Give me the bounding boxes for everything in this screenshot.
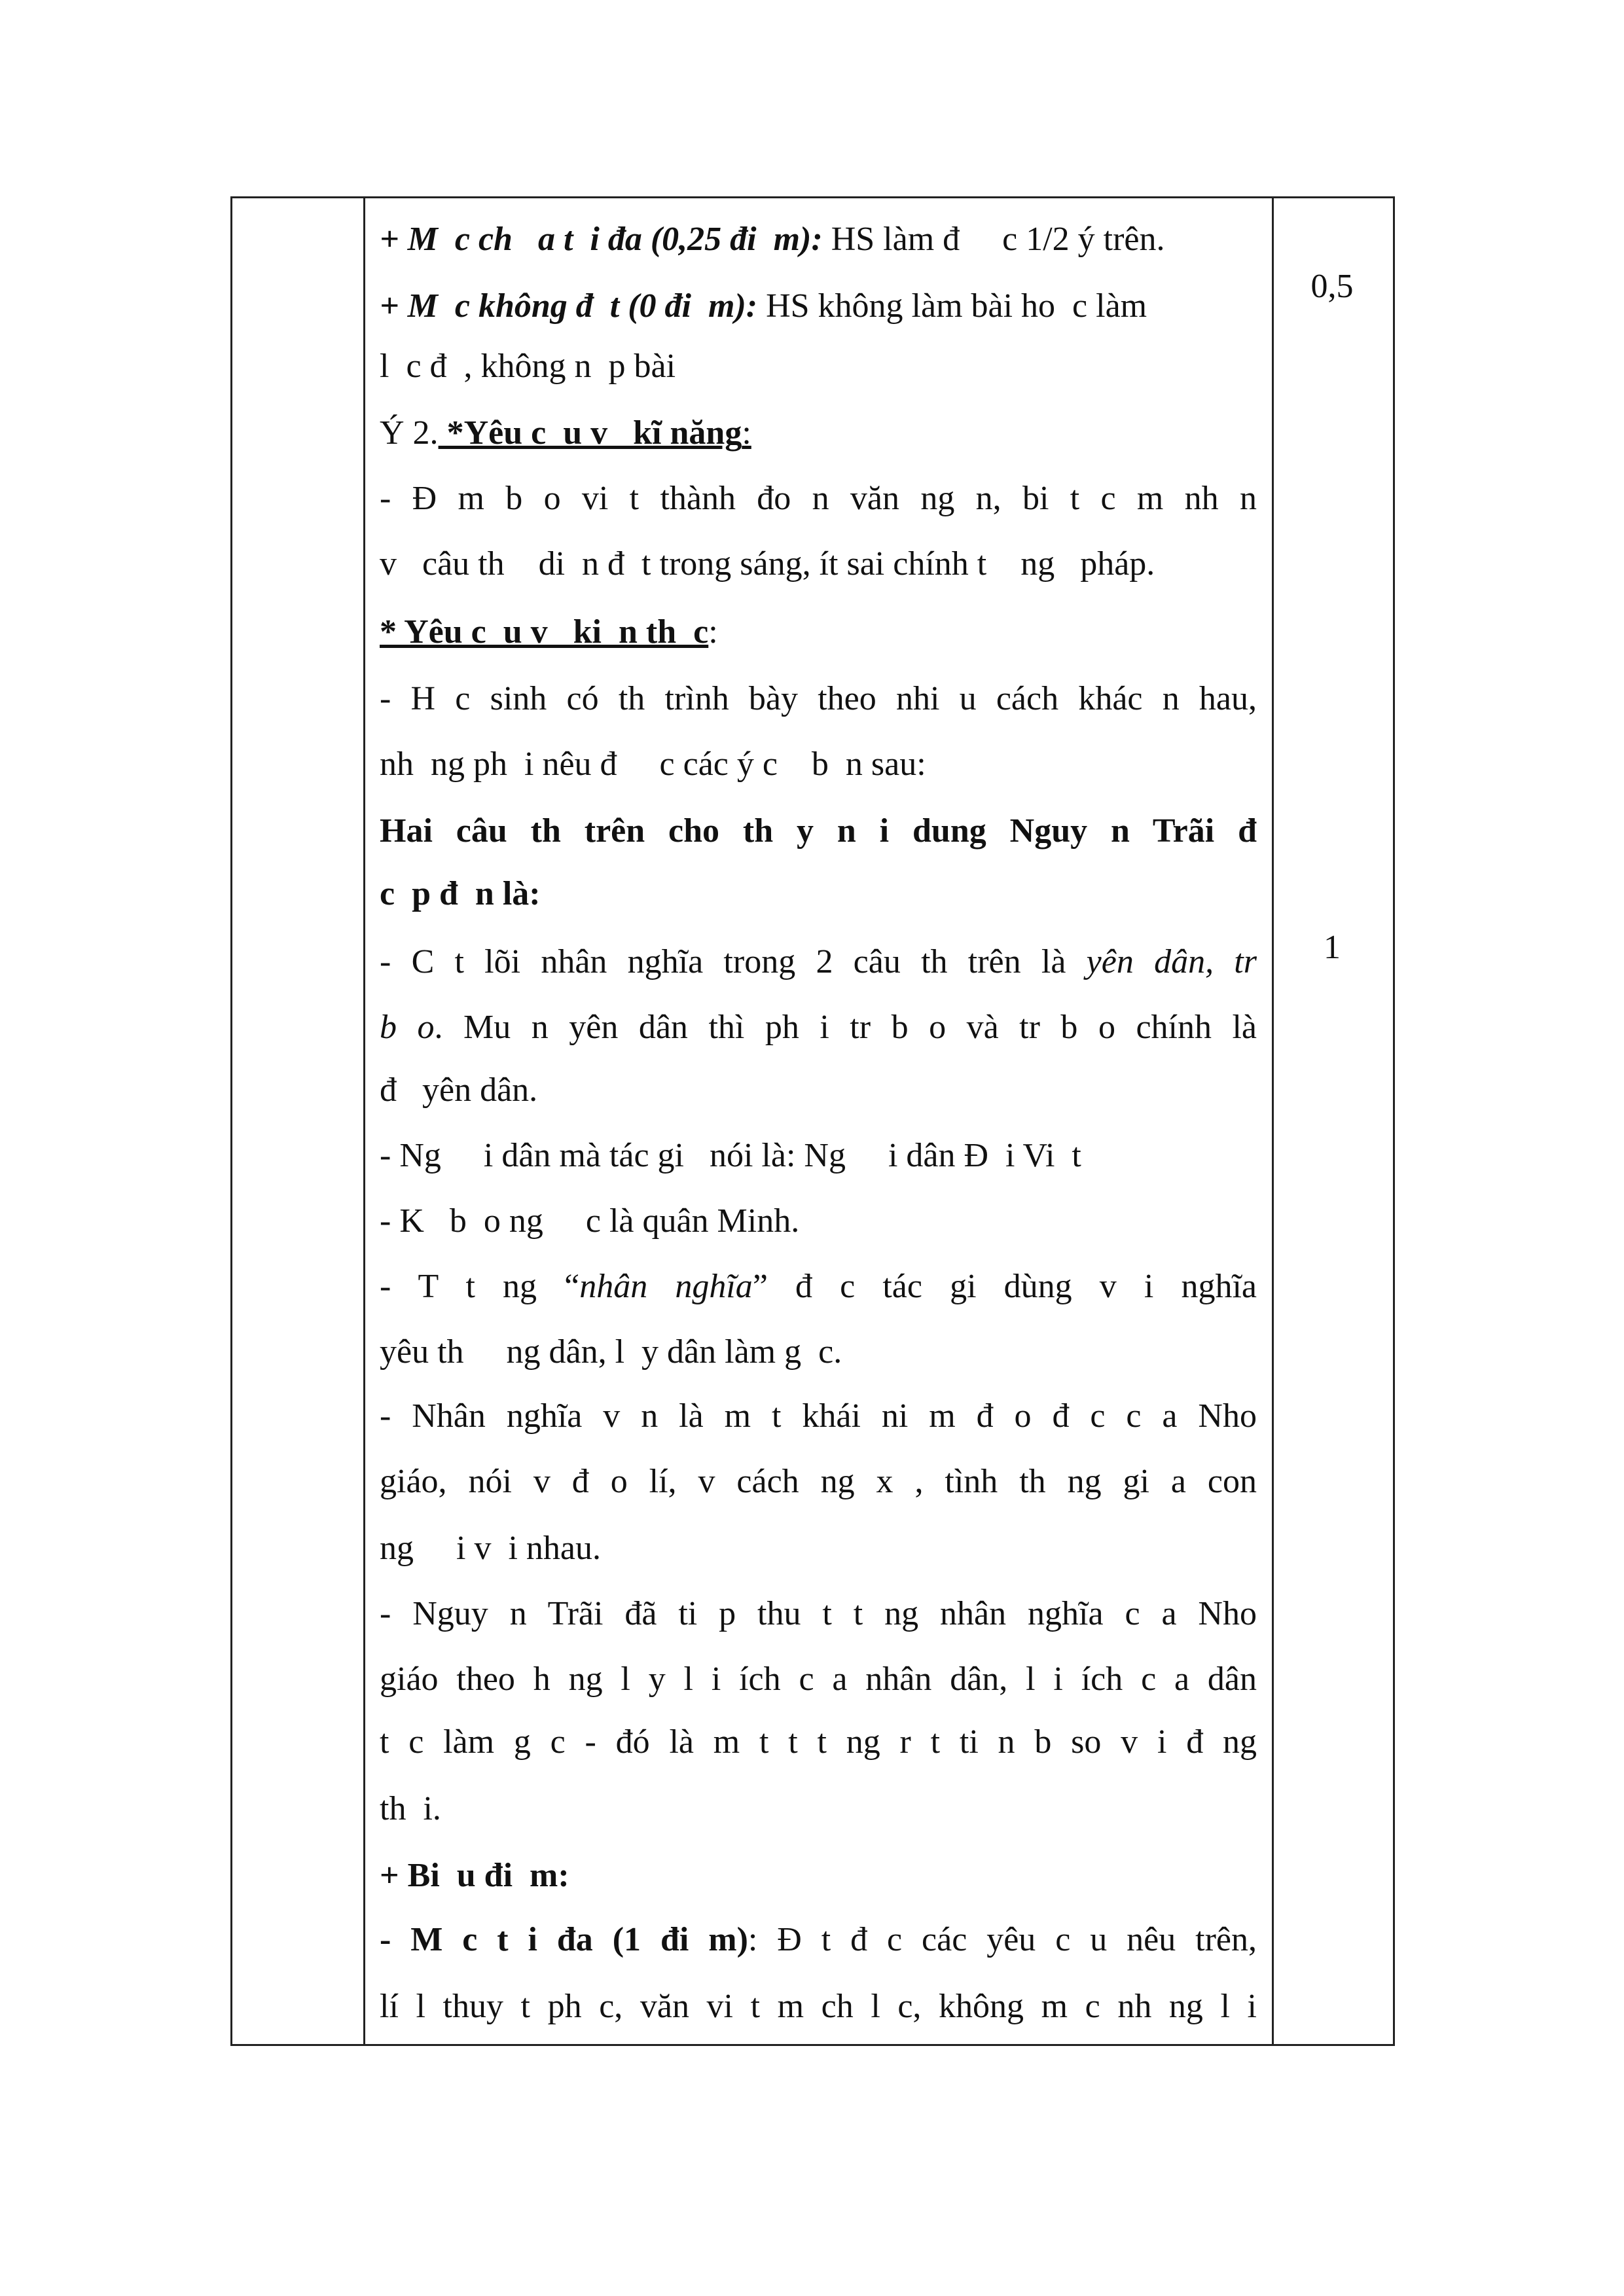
- text-run: đ yên dân.: [380, 1071, 538, 1109]
- text-run: + M c ch a t i đa (0,25 đi m):: [380, 221, 831, 258]
- text-run: Hai câu th trên cho th y n i dung Nguy n Trãi đ: [380, 812, 1257, 850]
- text-run: l c đ , không n p bài: [380, 348, 676, 385]
- text-run: nh ng ph i nêu đ c các ý c b n sau:: [380, 745, 926, 783]
- text-line: [380, 1594, 1257, 1634]
- column-divider-1: [363, 198, 365, 2044]
- text-run: HS không làm bài ho c làm: [766, 287, 1147, 325]
- text-line: [380, 1856, 1257, 1895]
- column-divider-2: [1272, 198, 1274, 2044]
- text-run: b o: [380, 1009, 435, 1046]
- text-run: :: [708, 613, 718, 651]
- text-line: [380, 1987, 1257, 2026]
- text-run: yên dân, tr: [1086, 943, 1257, 980]
- text-line: [380, 414, 1257, 453]
- text-run: lí l thuy t ph c, văn vi t m ch l c, không m c nh ng l i: [380, 1988, 1257, 2025]
- text-line: [380, 1462, 1257, 1501]
- text-line: [380, 679, 1257, 719]
- text-line: [380, 812, 1257, 851]
- score-cell-2: 1: [1324, 929, 1341, 966]
- text-line: [380, 545, 1257, 584]
- text-run: *Yêu c u v kĩ năng: [438, 414, 742, 452]
- text-line: [380, 1723, 1257, 1762]
- text-run: :: [742, 414, 751, 452]
- text-run: - H c sinh có th trình bày theo nhi u cách khác n hau,: [380, 680, 1257, 717]
- text-line: [380, 1397, 1257, 1436]
- text-run: - T t ng “: [380, 1268, 580, 1305]
- score-cell-1: 0,5: [1310, 268, 1354, 305]
- text-run: v câu th di n đ t trong sáng, ít sai chính t ng pháp.: [380, 545, 1155, 583]
- text-run: c p đ n là:: [380, 875, 541, 912]
- text-line: [380, 1660, 1257, 1699]
- text-line: [380, 1136, 1257, 1175]
- text-run: yêu th ng dân, l y dân làm g c.: [380, 1333, 842, 1371]
- text-run: * Yêu c u v ki n th c: [380, 613, 709, 651]
- text-line: [380, 1333, 1257, 1372]
- text-line: [380, 745, 1257, 784]
- text-run: - Nguy n Trãi đã ti p thu t t ng nhân nghĩa c a Nho: [380, 1595, 1257, 1632]
- text-line: [380, 479, 1257, 518]
- text-line: [380, 1789, 1257, 1829]
- text-run: t c làm g c - đó là m t t t ng r t ti n b so v i đ ng: [380, 1723, 1257, 1761]
- text-line: [380, 874, 1257, 914]
- text-run: - Ng i dân mà tác gi nói là: Ng i dân Đ i Vi t: [380, 1137, 1081, 1174]
- text-run: - M c t i đa (1 đi m): [380, 1921, 748, 1958]
- text-run: - Đ m b o vi t thành đo n văn ng n, bi t c m nh n: [380, 480, 1257, 517]
- text-line: [380, 1008, 1257, 1047]
- text-line: [380, 1202, 1257, 1241]
- text-line: [380, 347, 1257, 386]
- text-run: - K b o ng c là quân Minh.: [380, 1202, 800, 1240]
- text-line: [380, 1529, 1257, 1568]
- text-line: [380, 220, 1257, 259]
- text-run: . Mu n yên dân thì ph i tr b o và tr b o chính là: [434, 1009, 1257, 1046]
- text-line: [380, 613, 1257, 652]
- text-run: giáo theo h ng l y l i ích c a nhân dân, l i ích c a dân: [380, 1660, 1257, 1698]
- text-line: [380, 287, 1257, 326]
- text-run: Ý 2.: [380, 414, 439, 452]
- text-run: - C t lõi nhân nghĩa trong 2 câu th trên là: [380, 943, 1087, 980]
- text-run: nhân nghĩa: [579, 1268, 753, 1305]
- text-run: + M c không đ t (0 đi m):: [380, 287, 767, 325]
- text-run: HS làm đ c 1/2 ý trên.: [831, 221, 1165, 258]
- grading-table: [230, 196, 1395, 2046]
- text-run: th i.: [380, 1790, 441, 1827]
- text-run: - Nhân nghĩa v n là m t khái ni m đ o đ c c a Nho: [380, 1397, 1257, 1435]
- text-line: [380, 942, 1257, 982]
- text-line: [380, 1920, 1257, 1960]
- text-run: giáo, nói v đ o lí, v cách ng x , tình th ng gi a con: [380, 1463, 1257, 1500]
- text-run: ng i v i nhau.: [380, 1530, 601, 1567]
- text-line: [380, 1071, 1257, 1110]
- text-line: [380, 1267, 1257, 1306]
- text-run: : Đ t đ c các yêu c u nêu trên,: [748, 1921, 1257, 1958]
- text-run: ” đ c tác gi dùng v i nghĩa: [752, 1268, 1257, 1305]
- text-run: + Bi u đi m:: [380, 1857, 569, 1894]
